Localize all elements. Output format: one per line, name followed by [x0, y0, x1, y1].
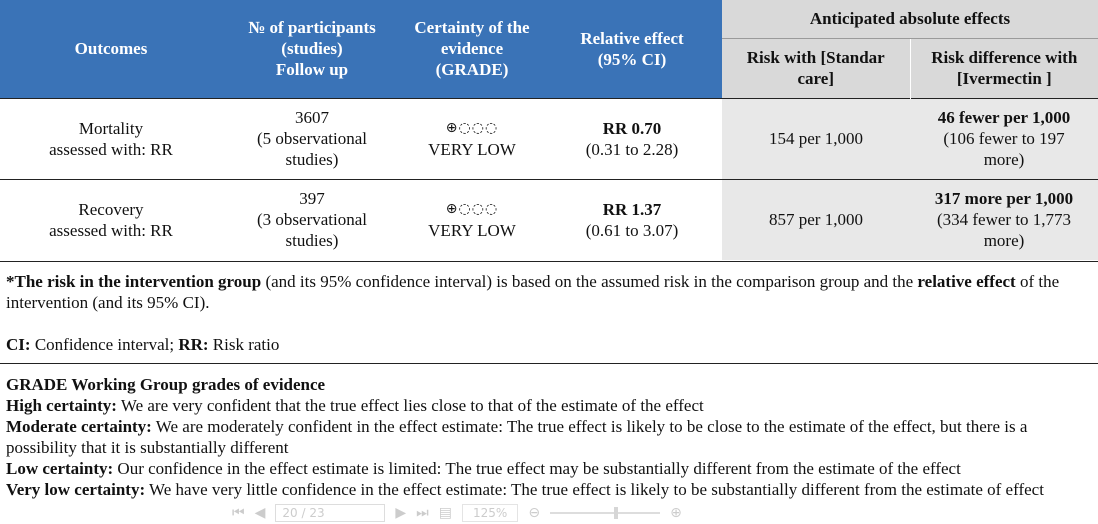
outcomes-header-label: Outcomes [74, 39, 148, 59]
table-row [0, 98, 1098, 179]
certainty-header-line1: Certainty of the [414, 18, 530, 38]
summary-of-findings-table [0, 0, 1098, 260]
participants-count: 3607 [295, 108, 329, 127]
grade-moderate-label: Moderate certainty: [6, 417, 152, 436]
outcomes-header [0, 0, 222, 98]
risk-with-cell [722, 179, 910, 260]
certainty-header-line3: (GRADE) [435, 60, 509, 80]
grade-high-label: High certainty: [6, 396, 117, 415]
participants-count: 397 [299, 189, 325, 209]
participants-cell [222, 179, 402, 260]
risk-with-header-line1: Risk with [Standar [746, 48, 885, 67]
certainty-symbols-icon: ⊕◌◌◌ [445, 119, 499, 136]
outcome-measure: assessed with: RR [49, 139, 173, 159]
risk-with-header-line2: care] [797, 69, 834, 88]
certainty-label: VERY LOW [428, 220, 516, 240]
outcome-name: Recovery [78, 199, 144, 219]
grade-low [6, 458, 1094, 479]
footnote-bold-relative: relative effect [917, 272, 1016, 291]
participants-header-line3: Follow up [275, 60, 349, 80]
risk-difference-range-cont: more) [983, 150, 1025, 169]
relative-effect-header-line1: Relative effect [580, 28, 684, 48]
risk-difference-cell [910, 179, 1098, 260]
participants-header-line1: № of participants [248, 18, 376, 38]
grade-divider-rule [0, 363, 1098, 364]
grade-very-low-text: We have very little confidence in the effect estimate: The true effect is likely to be substantially different from the estimate of effect [145, 480, 1044, 499]
page-indicator[interactable]: 20 / 23 [275, 504, 385, 522]
next-page-icon[interactable]: ▶ [395, 505, 407, 521]
relative-effect-value: RR 0.70 [602, 118, 662, 138]
certainty-header-line2: evidence [440, 39, 504, 59]
relative-effect-cell [542, 98, 722, 179]
certainty-label: VERY LOW [428, 139, 516, 159]
relative-effect-ci: (0.31 to 2.28) [585, 139, 679, 159]
anticipated-effects-label: Anticipated absolute effects [809, 8, 1011, 28]
pdf-viewer-toolbar [232, 503, 682, 523]
relative-effect-cell [542, 179, 722, 260]
outcome-cell [0, 179, 222, 260]
grade-very-low-label: Very low certainty: [6, 480, 146, 499]
zoom-slider-handle[interactable] [614, 507, 618, 519]
footnote-text-1: (and its 95% confidence interval) is based on the assumed risk in the comparison group and the [261, 272, 918, 291]
ci-definition: Confidence interval; [30, 335, 179, 354]
grade-high [6, 395, 1094, 416]
abbreviations-line [6, 334, 279, 355]
risk-with-value: 154 per 1,000 [769, 129, 863, 148]
risk-with-value: 857 per 1,000 [769, 210, 863, 230]
first-page-icon[interactable]: ⏮ [232, 505, 245, 521]
zoom-out-icon[interactable]: ⊖ [528, 505, 541, 521]
risk-difference-value: 317 more per 1,000 [934, 189, 1074, 209]
certainty-cell [402, 98, 542, 179]
ci-abbrev: CI: [6, 335, 31, 354]
anticipated-effects-header [722, 0, 1098, 38]
risk-with-cell [722, 98, 910, 179]
footnote [6, 271, 1094, 313]
rr-abbrev: RR: [178, 335, 209, 354]
grade-definitions [6, 374, 1094, 500]
rr-definition: Risk ratio [208, 335, 280, 354]
participants-header [222, 0, 402, 98]
risk-difference-header-line2: [Ivermectin ] [956, 69, 1052, 88]
grade-very-low [6, 479, 1094, 500]
risk-with-header [722, 38, 910, 98]
certainty-symbols-icon: ⊕◌◌◌ [445, 200, 499, 217]
grade-moderate [6, 416, 1094, 458]
last-page-icon[interactable]: ⏭ [416, 505, 429, 521]
relative-effect-header [542, 0, 722, 98]
grade-high-text: We are very confident that the true effect lies close to that of the estimate of the effect [116, 396, 704, 415]
relative-effect-header-line2: (95% CI) [597, 49, 667, 69]
risk-difference-value: 46 fewer per 1,000 [937, 108, 1071, 127]
zoom-in-icon[interactable]: ⊕ [670, 505, 682, 521]
risk-difference-range: (106 fewer to 197 [943, 129, 1065, 148]
table-row [0, 179, 1098, 260]
risk-difference-cell [910, 98, 1098, 179]
grade-moderate-text: We are moderately confident in the effect estimate: The true effect is likely to be close to the estimate of the effect, but there is a possibility that it is substantially different [6, 417, 1028, 457]
certainty-cell [402, 179, 542, 260]
zoom-level[interactable]: 125% [462, 504, 518, 522]
relative-effect-ci: (0.61 to 3.07) [585, 220, 679, 240]
risk-difference-range: (334 fewer to 1,773 [936, 210, 1072, 230]
footnote-bold-intro: *The risk in the intervention group [6, 272, 262, 291]
zoom-slider[interactable] [550, 512, 660, 514]
participants-studies: (3 observational [257, 210, 367, 230]
certainty-header [402, 0, 542, 98]
relative-effect-value: RR 1.37 [602, 199, 662, 219]
participants-studies: (5 observational [257, 129, 367, 148]
participants-header-line2: (studies) [281, 39, 343, 59]
page-view-icon[interactable]: ▤ [438, 505, 453, 521]
previous-page-icon[interactable]: ◀ [254, 505, 266, 521]
footnote-text-2: of the intervention (and its 95% CI). [6, 272, 1060, 312]
outcome-name: Mortality [78, 118, 144, 138]
grade-title: GRADE Working Group grades of evidence [6, 375, 326, 394]
participants-cell [222, 98, 402, 179]
grade-low-label: Low certainty: [6, 459, 114, 478]
participants-studies-cont: studies) [285, 150, 339, 169]
risk-difference-header [910, 38, 1098, 98]
risk-difference-header-line1: Risk difference with [931, 48, 1078, 67]
participants-studies-cont: studies) [285, 231, 339, 251]
risk-difference-range-cont: more) [983, 231, 1025, 251]
table-bottom-rule [0, 261, 1098, 262]
outcome-measure: assessed with: RR [49, 220, 173, 240]
outcome-cell [0, 98, 222, 179]
grade-low-text: Our confidence in the effect estimate is limited: The true effect may be substantially different from the estimate of the effect [113, 459, 961, 478]
